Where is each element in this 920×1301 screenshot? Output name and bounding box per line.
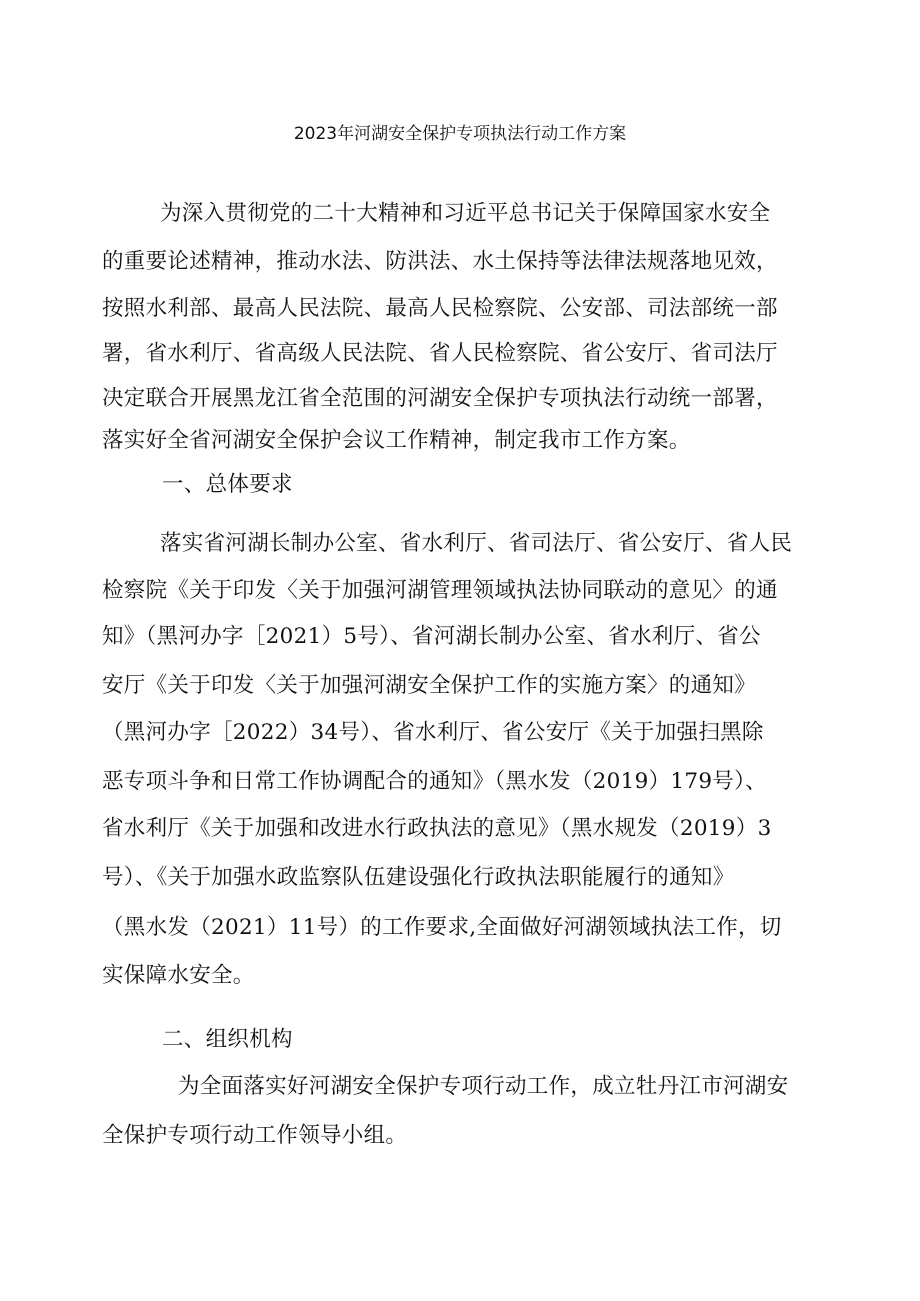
section1-line: 省水利厅《关于加强和改进水行政执法的意见》（黑水规发（2019）3 xyxy=(102,816,772,841)
section1-line: 安厅《关于印发〈关于加强河湖安全保护工作的实施方案〉的通知》 xyxy=(102,673,757,698)
intro-line: 为深入贯彻党的二十大精神和习近平总书记关于保障国家水安全 xyxy=(160,201,771,226)
section1-line: 检察院《关于印发〈关于加强河湖管理领域执法协同联动的意见〉的通 xyxy=(102,578,778,603)
intro-line: 的重要论述精神，推动水法、防洪法、水土保持等法律法规落地见效， xyxy=(102,249,778,274)
intro-line: 落实好全省河湖安全保护会议工作精神，制定我市工作方案。 xyxy=(102,428,691,453)
document-title: 2023年河湖安全保护专项执法行动工作方案 xyxy=(293,124,627,144)
section-heading-overall-requirements: 一、总体要求 xyxy=(162,472,293,497)
section1-line: （黑水发（2021）11号）的工作要求,全面做好河湖领域执法工作，切 xyxy=(102,915,782,940)
section2-line: 全保护专项行动工作领导小组。 xyxy=(102,1123,408,1148)
intro-line: 按照水利部、最高人民法院、最高人民检察院、公安部、司法部统一部 xyxy=(102,296,778,321)
section2-line: 为全面落实好河湖安全保护专项行动工作，成立牡丹江市河湖安 xyxy=(178,1074,789,1099)
intro-line: 决定联合开展黑龙江省全范围的河湖安全保护专项执法行动统一部署， xyxy=(102,386,778,411)
section1-line: 知》（黑河办字［2021）5号）、省河湖长制办公室、省水利厅、省公 xyxy=(102,624,761,649)
intro-line: 署，省水利厅、省高级人民法院、省人民检察院、省公安厅、省司法厅 xyxy=(102,341,778,366)
section1-line: （黑河办字［2022）34号）、省水利厅、省公安厅《关于加强扫黑除 xyxy=(102,720,764,745)
section1-line: 恶专项斗争和日常工作协调配合的通知》（黑水发（2019）179号）、 xyxy=(102,769,767,794)
section1-line: 落实省河湖长制办公室、省水利厅、省司法厅、省公安厅、省人民 xyxy=(160,531,793,556)
section1-line: 号）、《关于加强水政监察队伍建设强化行政执法职能履行的通知》 xyxy=(102,865,735,890)
section-heading-organization: 二、组织机构 xyxy=(162,1027,293,1052)
section1-line: 实保障水安全。 xyxy=(102,963,255,988)
